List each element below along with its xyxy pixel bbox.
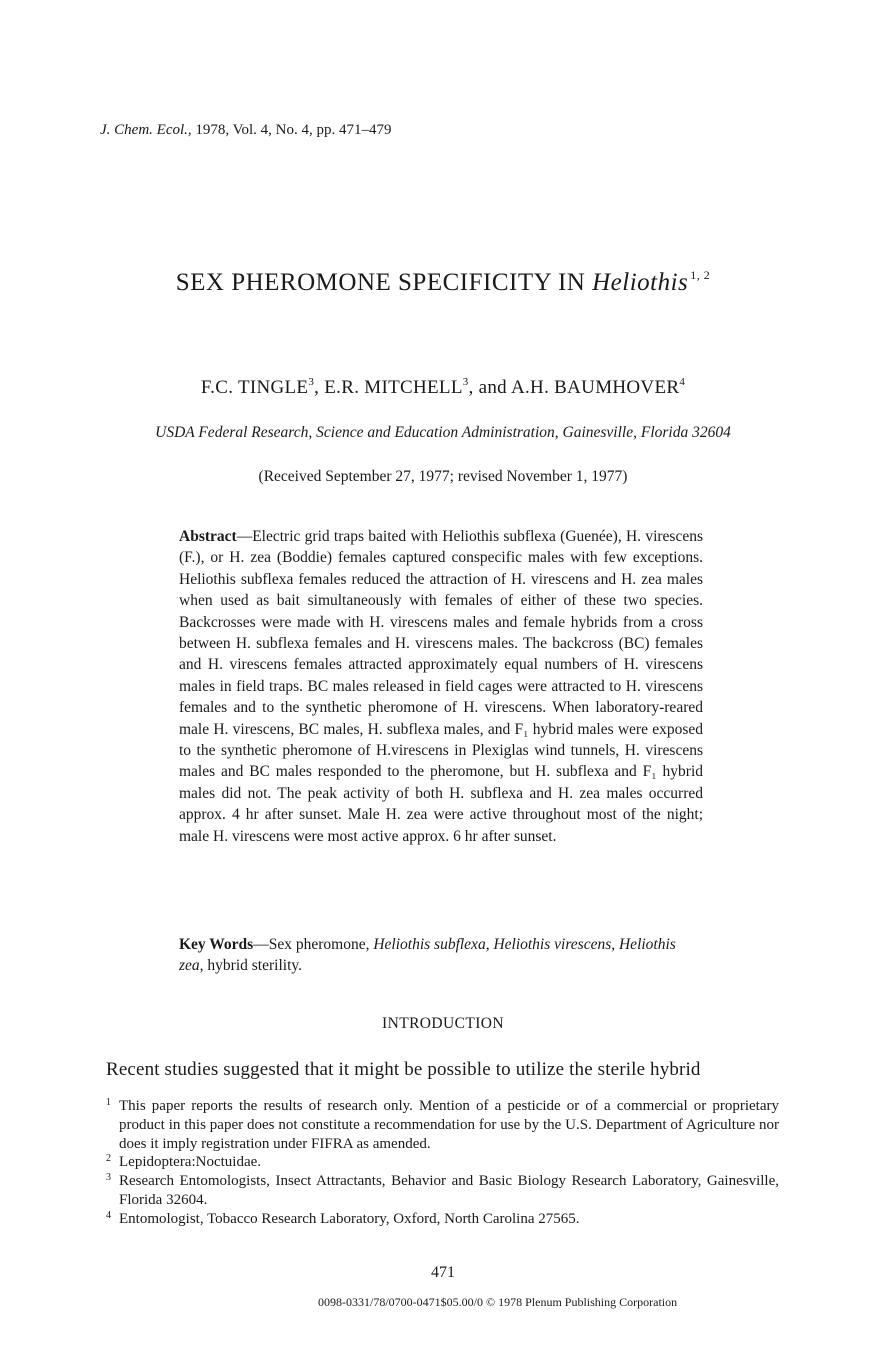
footnote-mark: 3 [106,1172,111,1184]
key-words-terms: Heliothis subflexa, Heliothis virescens, Heliothis zea, [179,936,676,975]
section-heading-introduction: INTRODUCTION [382,1015,504,1032]
footnotes [106,1097,779,1229]
copyright-line: 0098-0331/78/0700-0471$05.00/0 © 1978 Plenum Publishing Corporation [318,1295,678,1309]
title-genus: Heliothis [592,269,689,296]
journal-citation [100,122,392,139]
footnote-text: This paper reports the results of research only. Mention of a pesticide or of a commercial or proprietary product in this paper does not constitute a recommendation for use by the U.S. Department of Agriculture nor does it imply registration under FIFRA as amended. [119,1098,779,1152]
author-name: A.H. BAUMHOVER [510,377,680,398]
key-words-separator: —Sex pheromone, [253,936,374,953]
introduction-first-line: Recent studies suggested that it might be possible to utilize the sterile hybrid [106,1059,701,1080]
author-list [0,376,886,399]
author-name: E.R. MITCHELL [324,377,463,398]
footnote [106,1097,779,1153]
key-words-tail: hybrid sterility. [203,957,302,975]
footnote [106,1153,779,1172]
footnote-mark: 2 [106,1153,111,1165]
author-separator: , and [468,377,511,398]
footnote-text: Entomologist, Tobacco Research Laboratory, Oxford, North Carolina 27565. [119,1210,580,1227]
key-words-label: Key Words [179,936,254,953]
author-mark: 3 [308,376,315,388]
footnote [106,1172,779,1210]
page-number: 471 [431,1264,455,1281]
affiliation: USDA Federal Research, Science and Education Administration, Gainesville, Florida 32604 [155,424,731,441]
footnote-text: Lepidoptera:Noctuidae. [119,1154,262,1171]
abstract-text: —Electric grid traps baited with Heliothis subflexa (Guenée), H. virescens (F.), or H. zea (Boddie) females captured conspecific males with few exceptions. Heliothis subflexa females reduced the attraction of H. virescens and H. zea males when used as bait simultaneously with females of either of these two species. Backcrosses were made with H. virescens males and female hybrids from a cross between H. subflexa females and H. virescens males. The backcross (BC) females and H. virescens females attracted approximately equal numbers of H. virescens males in field traps. BC males released in field cages were attracted to H. virescens females and to the synthetic pheromone of H. virescens. When laboratory-reared male H. virescens, BC males, H. subflexa males, and F₁ hybrid males were exposed to the synthetic pheromone of H.virescens in Plexiglas wind tunnels, H. virescens males and BC males responded to the pheromone, but H. subflexa and F₁ hybrid males did not. The peak activity of both H. subflexa and H. zea males occurred approx. 4 hr after sunset. Male H. zea were active throughout most of the night; male H. virescens were most active approx. 6 hr after sunset. [179,528,703,845]
footnote [106,1210,779,1229]
abstract-label: Abstract [179,528,237,545]
title-footnote-marks: 1, 2 [690,268,711,282]
author-separator: , [314,377,325,398]
abstract [179,526,703,847]
author-name: F.C. TINGLE [200,377,309,398]
key-words [179,934,703,977]
author-mark: 3 [462,376,469,388]
footnote-mark: 1 [106,1097,111,1108]
footnote-mark: 4 [106,1209,111,1221]
journal-name: J. Chem. Ecol., [100,122,192,138]
received-dates: (Received September 27, 1977; revised November 1, 1977) [258,468,628,485]
author-mark: 4 [679,376,686,388]
footnote-text: Research Entomologists, Insect Attractants, Behavior and Basic Biology Research Laboratory, Gainesville, Florida 32604. [119,1173,779,1208]
paper-title [0,268,886,297]
title-main: SEX PHEROMONE SPECIFICITY IN [175,269,586,296]
citation-details: 1978, Vol. 4, No. 4, pp. 471–479 [191,122,392,138]
